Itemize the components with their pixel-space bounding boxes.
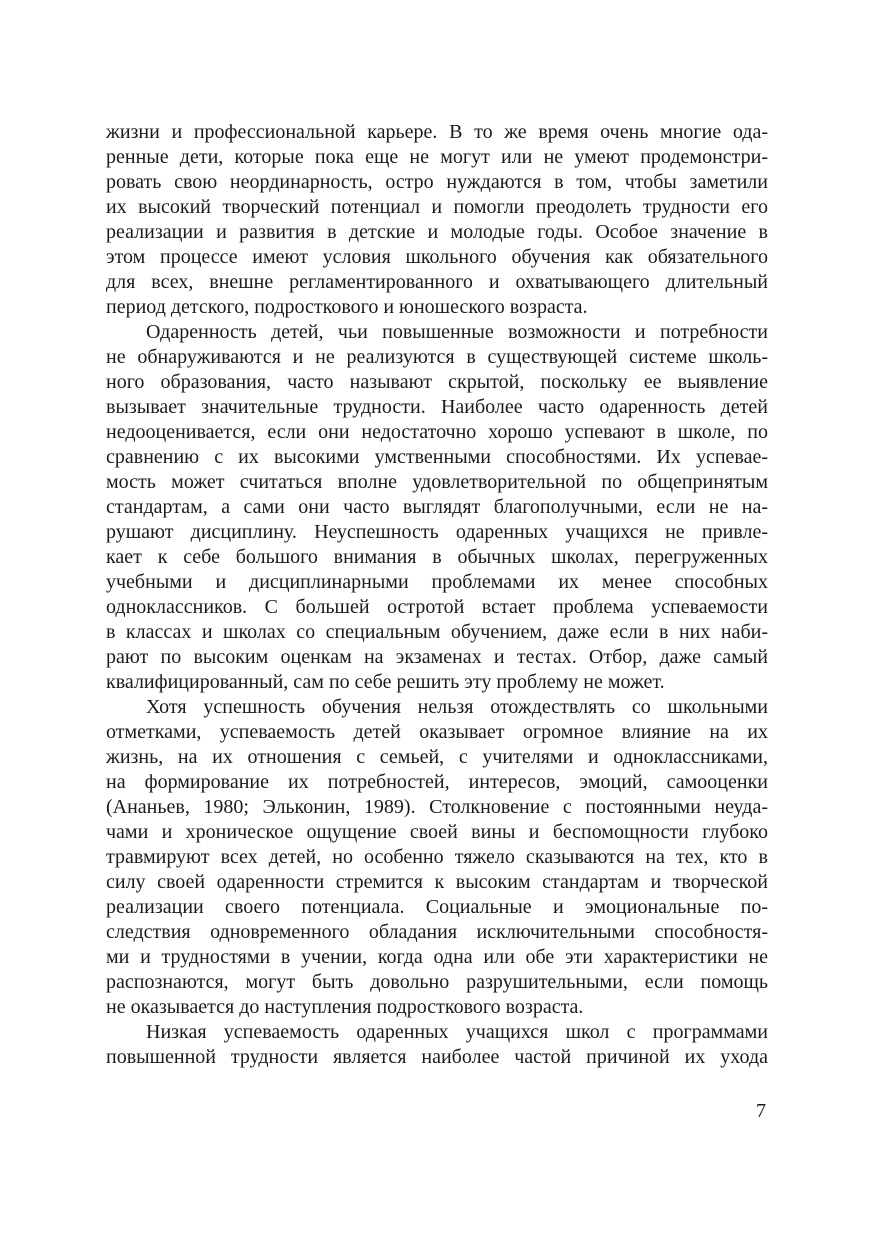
- text-line: (Ананьев, 1980; Эльконин, 1989). Столкновение с постоянными неуда-: [106, 796, 768, 818]
- text-line: для всех, внешне регламентированного и охватывающего длительный: [106, 271, 768, 293]
- text-line: повышенной трудности является наиболее частой причиной их ухода: [106, 1046, 768, 1068]
- text-line: рушают дисциплину. Неуспешность одаренных учащихся не привле-: [106, 521, 768, 543]
- text-line: отметками, успеваемость детей оказывает огромное влияние на их: [106, 721, 768, 743]
- text-line: не оказывается до наступления подросткового возраста.: [106, 996, 584, 1018]
- text-line: на формирование их потребностей, интересов, эмоций, самооценки: [106, 771, 768, 793]
- text-line: реализации и развития в детские и молодые годы. Особое значение в: [106, 221, 768, 243]
- text-line: учебными и дисциплинарными проблемами их менее способных: [106, 571, 768, 593]
- text-line: квалифицированный, сам по себе решить эту проблему не может.: [106, 671, 665, 693]
- text-line: травмируют всех детей, но особенно тяжело сказываются на тех, кто в: [106, 846, 768, 868]
- text-line: чами и хроническое ощущение своей вины и беспомощности глубоко: [106, 821, 768, 843]
- text-line: ного образования, часто называют скрытой, поскольку ее выявление: [106, 371, 768, 393]
- text-line: их высокий творческий потенциал и помогли преодолеть трудности его: [106, 196, 768, 218]
- text-line: жизнь, на их отношения с семьей, с учителями и одноклассниками,: [106, 746, 768, 768]
- page-number: 7: [756, 1100, 766, 1122]
- text-line: распознаются, могут быть довольно разрушительными, если помощь: [106, 971, 768, 993]
- text-line: в классах и школах со специальным обучением, даже если в них наби-: [106, 621, 768, 643]
- text-line: ренные дети, которые пока еще не могут или не умеют продемонстри-: [106, 146, 768, 168]
- text-line: сравнению с их высокими умственными способностями. Их успевае-: [106, 446, 768, 468]
- text-line: мость может считаться вполне удовлетворительной по общепринятым: [106, 471, 768, 493]
- paragraph: [106, 695, 768, 1020]
- text-line: кает к себе большого внимания в обычных школах, перегруженных: [106, 546, 768, 568]
- text-line: ми и трудностями в учении, когда одна или обе эти характеристики не: [106, 946, 768, 968]
- text-line: следствия одновременного обладания исключительными способностя-: [106, 921, 768, 943]
- text-line: силу своей одаренности стремится к высоким стандартам и творческой: [106, 871, 768, 893]
- paragraph: [106, 120, 768, 320]
- text-line: Хотя успешность обучения нельзя отождествлять со школьными: [146, 696, 768, 718]
- text-line: жизни и профессиональной карьере. В то же время очень многие ода-: [106, 121, 768, 143]
- text-line: недооценивается, если они недостаточно хорошо успевают в школе, по: [106, 421, 768, 443]
- text-line: не обнаруживаются и не реализуются в существующей системе школь-: [106, 346, 768, 368]
- text-line: этом процессе имеют условия школьного обучения как обязательного: [106, 246, 768, 268]
- text-line: период детского, подросткового и юношеского возраста.: [106, 296, 588, 318]
- text-line: одноклассников. С большей остротой встает проблема успеваемости: [106, 596, 768, 618]
- text-line: вызывает значительные трудности. Наиболее часто одаренность детей: [106, 396, 768, 418]
- text-line: рают по высоким оценкам на экзаменах и тестах. Отбор, даже самый: [106, 646, 768, 668]
- text-line: реализации своего потенциала. Социальные и эмоциональные по-: [106, 896, 768, 918]
- page-body: [106, 120, 768, 1070]
- text-line: Одаренность детей, чьи повышенные возможности и потребности: [146, 321, 768, 343]
- text-line: стандартам, а сами они часто выглядят благополучными, если не на-: [106, 496, 768, 518]
- text-line: Низкая успеваемость одаренных учащихся школ с программами: [146, 1021, 768, 1043]
- paragraph: [106, 1020, 768, 1070]
- paragraph: [106, 320, 768, 695]
- text-line: ровать свою неординарность, остро нуждаются в том, чтобы заметили: [106, 171, 768, 193]
